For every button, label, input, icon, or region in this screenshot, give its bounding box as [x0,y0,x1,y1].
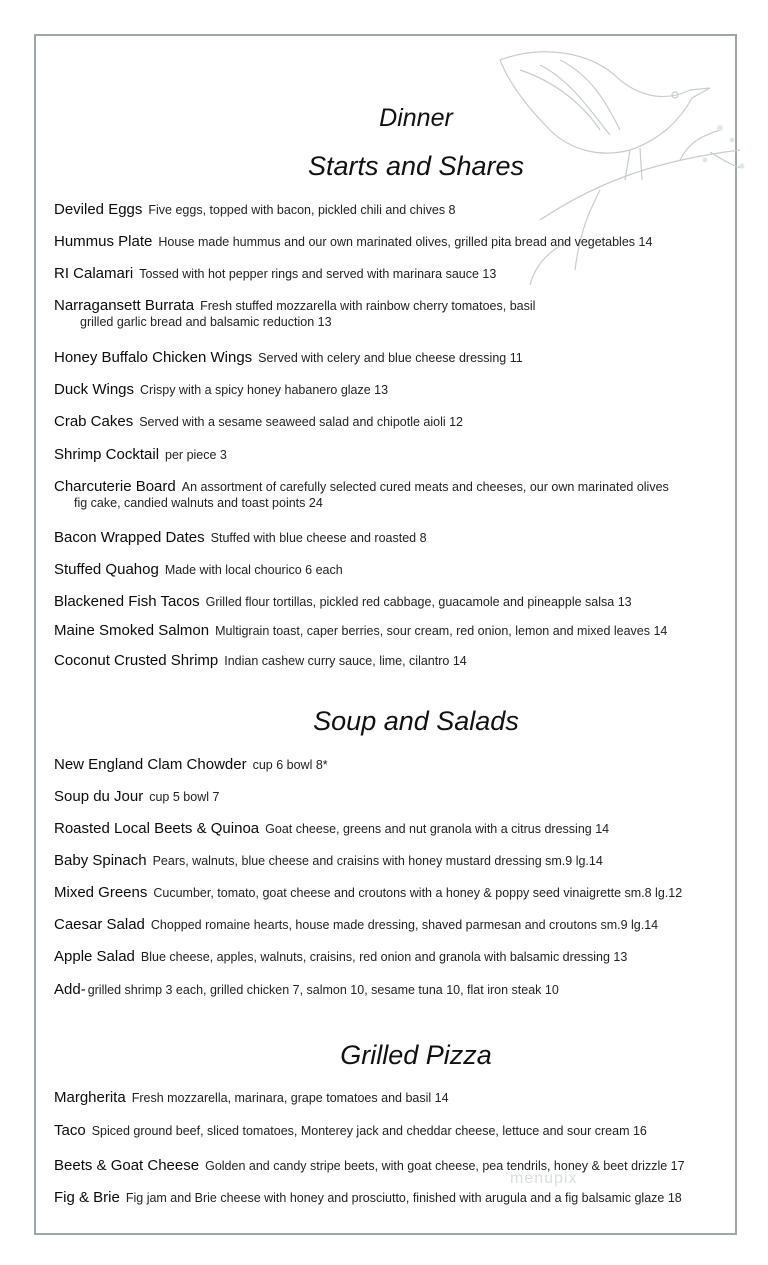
item-description: Multigrain toast, caper berries, sour cream, red onion, lemon and mixed leaves 14 [215,624,668,638]
menu-item [54,1157,685,1175]
menu-item [54,852,603,870]
item-name: Bacon Wrapped Dates [54,529,205,546]
menu-item [54,593,632,611]
menu-item [54,446,227,464]
item-name: Margherita [54,1089,126,1106]
item-name: Fig & Brie [54,1189,120,1206]
item-description: cup 5 bowl 7 [149,790,220,804]
section-heading-starts: Starts and Shares [307,151,525,181]
menu-item [54,478,669,496]
item-name: Soup du Jour [54,788,144,805]
item-description: Served with celery and blue cheese dressing 11 [258,351,523,365]
item-description: Pears, walnuts, blue cheese and craisins with honey mustard dressing sm.9 lg.14 [152,854,603,868]
item-description: Chopped romaine hearts, house made dressing, shaved parmesan and croutons sm.9 lg.14 [150,918,659,932]
menu-item [54,561,343,579]
item-description: Spiced ground beef, sliced tomatoes, Monterey jack and cheddar cheese, lettuce and sour cream 16 [91,1124,647,1138]
item-name: Beets & Goat Cheese [54,1157,200,1174]
menu-item [54,381,388,399]
menu-title: Dinner [379,104,453,132]
menu-item [54,948,627,966]
item-description: Cucumber, tomato, goat cheese and croutons with a honey & poppy seed vinaigrette sm.8 lg.12 [153,886,683,900]
watermark: menupix [510,1170,578,1187]
menu-item [54,413,463,431]
item-name: Narragansett Burrata [54,297,195,314]
item-description: per piece 3 [165,448,227,462]
menu-item [54,265,496,283]
item-description: Five eggs, topped with bacon, pickled chili and chives 8 [148,203,456,217]
section-heading-pizza: Grilled Pizza [340,1040,492,1070]
item-description: An assortment of carefully selected cured meats and cheeses, our own marinated olives [181,480,669,494]
item-description: House made hummus and our own marinated olives, grilled pita bread and vegetables 14 [158,235,653,249]
item-name: Stuffed Quahog [54,561,159,578]
menu-item [54,884,682,902]
item-description: grilled shrimp 3 each, grilled chicken 7, salmon 10, sesame tuna 10, flat iron steak 10 [87,983,559,997]
item-description: Tossed with hot pepper rings and served with marinara sauce 13 [139,267,497,281]
menu-item [54,233,652,251]
item-description: Fresh mozzarella, marinara, grape tomatoes and basil 14 [131,1091,449,1105]
item-name: Caesar Salad [54,916,145,933]
menu-item [54,349,523,367]
item-name: Baby Spinach [54,852,147,869]
menu-item [54,529,427,547]
menu-item [54,916,658,934]
item-name: Deviled Eggs [54,201,143,218]
item-description-continued: grilled garlic bread and balsamic reduction 13 [80,315,332,329]
item-name: Honey Buffalo Chicken Wings [54,349,253,366]
item-description: cup 6 bowl 8* [252,758,328,772]
menu-item [54,788,219,806]
section-heading-soup: Soup and Salads [313,706,519,736]
item-description: Indian cashew curry sauce, lime, cilantro 14 [224,654,467,668]
menu-item [54,981,559,999]
item-name: Mixed Greens [54,884,148,901]
menu-item [54,1089,449,1107]
item-description: Stuffed with blue cheese and roasted 8 [210,531,427,545]
item-description: Served with a sesame seaweed salad and chipotle aioli 12 [139,415,464,429]
item-name: Hummus Plate [54,233,153,250]
item-description: Fresh stuffed mozzarella with rainbow cherry tomatoes, basil [200,299,536,313]
item-name: Duck Wings [54,381,135,398]
item-description: Goat cheese, greens and nut granola with a citrus dressing 14 [265,822,610,836]
item-description-continued: fig cake, candied walnuts and toast points 24 [74,496,323,510]
item-name: Charcuterie Board [54,478,176,495]
item-name: Maine Smoked Salmon [54,622,210,639]
item-name: RI Calamari [54,265,134,282]
item-name: Taco [54,1122,86,1139]
item-description: Fig jam and Brie cheese with honey and prosciutto, finished with arugula and a fig balsamic glaze 18 [125,1191,682,1205]
menu-item [54,756,328,774]
menu-item [54,622,667,640]
item-description: Blue cheese, apples, walnuts, craisins, red onion and granola with balsamic dressing 13 [140,950,628,964]
menu-item [54,820,609,838]
item-name: Roasted Local Beets & Quinoa [54,820,260,837]
item-name: Apple Salad [54,948,135,965]
menu-item [54,1189,682,1207]
item-name: Coconut Crusted Shrimp [54,652,219,669]
menu-item [54,201,456,219]
menu-item [54,1122,647,1140]
item-description: Grilled flour tortillas, pickled red cabbage, guacamole and pineapple salsa 13 [205,595,632,609]
item-name: Add- [54,981,86,998]
item-description: Golden and candy stripe beets, with goat cheese, pea tendrils, honey & beet drizzle 17 [205,1159,685,1173]
menu-item [54,297,535,315]
item-name: New England Clam Chowder [54,756,247,773]
menu-item [54,652,467,670]
item-name: Crab Cakes [54,413,134,430]
item-description: Crispy with a spicy honey habanero glaze 13 [140,383,389,397]
item-name: Blackened Fish Tacos [54,593,200,610]
item-description: Made with local chourico 6 each [164,563,343,577]
item-name: Shrimp Cocktail [54,446,160,463]
